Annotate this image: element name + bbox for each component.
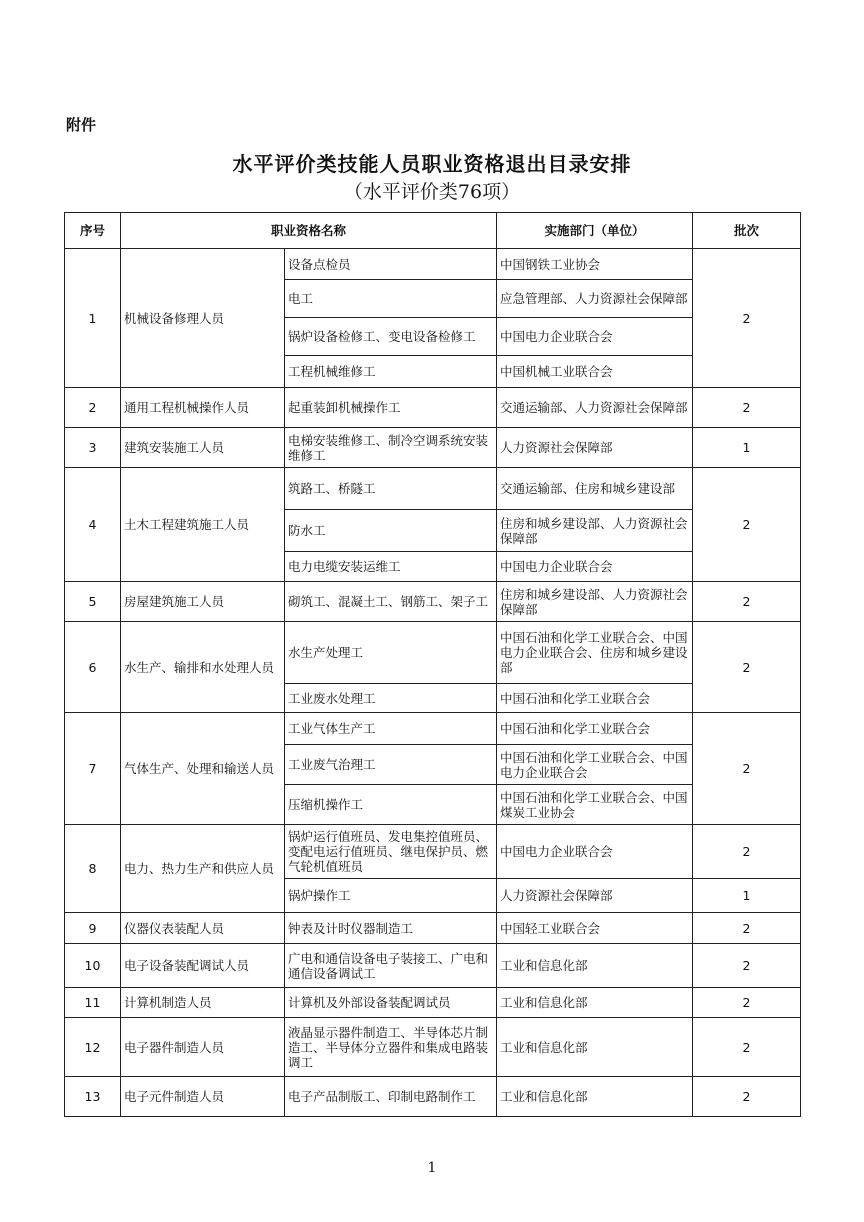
occupation-category: 电子设备装配调试人员: [121, 944, 285, 988]
implementing-department: 中国电力企业联合会: [497, 318, 693, 356]
qualification-name: 压缩机操作工: [285, 785, 497, 825]
occupation-category: 电子元件制造人员: [121, 1077, 285, 1117]
implementing-department: 中国石油和化学工业联合会: [497, 684, 693, 713]
implementing-department: 中国钢铁工业协会: [497, 249, 693, 280]
page-title: 水平评价类技能人员职业资格退出目录安排: [232, 152, 632, 176]
row-number: 8: [65, 825, 121, 913]
table-row: [65, 825, 801, 879]
implementing-department: 交通运输部、住房和城乡建设部: [497, 468, 693, 510]
qualification-name: 水生产处理工: [285, 622, 497, 684]
implementing-department: 工业和信息化部: [497, 944, 693, 988]
occupation-category: 机械设备修理人员: [121, 249, 285, 388]
occupation-category: 通用工程机械操作人员: [121, 388, 285, 428]
qualification-name: 筑路工、桥隧工: [285, 468, 497, 510]
qualification-name: 电力电缆安装运维工: [285, 552, 497, 582]
implementing-department: 中国石油和化学工业联合会、中国煤炭工业协会: [497, 785, 693, 825]
row-number: 2: [65, 388, 121, 428]
table-header-row: [65, 213, 801, 249]
qualification-name: 起重装卸机械操作工: [285, 388, 497, 428]
implementing-department: 人力资源社会保障部: [497, 428, 693, 468]
occupation-category: 电子器件制造人员: [121, 1018, 285, 1077]
batch-number: 1: [693, 428, 801, 468]
implementing-department: 中国电力企业联合会: [497, 552, 693, 582]
implementing-department: 人力资源社会保障部: [497, 879, 693, 913]
implementing-department: 中国机械工业联合会: [497, 356, 693, 388]
row-number: 10: [65, 944, 121, 988]
row-number: 13: [65, 1077, 121, 1117]
qualification-table: [64, 212, 801, 1117]
qualification-name: 钟表及计时仪器制造工: [285, 913, 497, 944]
batch-number: 2: [693, 388, 801, 428]
header-batch: 批次: [693, 213, 801, 249]
table-row: [65, 582, 801, 622]
implementing-department: 应急管理部、人力资源社会保障部: [497, 280, 693, 318]
batch-number: 2: [693, 944, 801, 988]
row-number: 12: [65, 1018, 121, 1077]
batch-number: 1: [693, 879, 801, 913]
implementing-department: 中国石油和化学工业联合会: [497, 713, 693, 745]
occupation-category: 房屋建筑施工人员: [121, 582, 285, 622]
implementing-department: 交通运输部、人力资源社会保障部: [497, 388, 693, 428]
qualification-name: 电梯安装维修工、制冷空调系统安装维修工: [285, 428, 497, 468]
table-row: [65, 988, 801, 1018]
qualification-name: 电工: [285, 280, 497, 318]
table-row: [65, 622, 801, 684]
table-row: [65, 1018, 801, 1077]
occupation-category: 气体生产、处理和输送人员: [121, 713, 285, 825]
qualification-name: 锅炉设备检修工、变电设备检修工: [285, 318, 497, 356]
implementing-department: 中国轻工业联合会: [497, 913, 693, 944]
implementing-department: 住房和城乡建设部、人力资源社会保障部: [497, 510, 693, 552]
row-number: 3: [65, 428, 121, 468]
table-body: [65, 249, 801, 1117]
occupation-category: 电力、热力生产和供应人员: [121, 825, 285, 913]
batch-number: 2: [693, 713, 801, 825]
qualification-name: 砌筑工、混凝土工、钢筋工、架子工: [285, 582, 497, 622]
table-row: [65, 944, 801, 988]
batch-number: 2: [693, 988, 801, 1018]
row-number: 6: [65, 622, 121, 713]
batch-number: 2: [693, 622, 801, 713]
row-number: 1: [65, 249, 121, 388]
row-number: 7: [65, 713, 121, 825]
qualification-name: 工业废水处理工: [285, 684, 497, 713]
implementing-department: 中国电力企业联合会: [497, 825, 693, 879]
batch-number: 2: [693, 249, 801, 388]
table-row: [65, 249, 801, 280]
implementing-department: 工业和信息化部: [497, 988, 693, 1018]
row-number: 9: [65, 913, 121, 944]
qualification-name: 计算机及外部设备装配调试员: [285, 988, 497, 1018]
occupation-category: 计算机制造人员: [121, 988, 285, 1018]
row-number: 5: [65, 582, 121, 622]
table-row: [65, 388, 801, 428]
header-no: 序号: [65, 213, 121, 249]
table-row: [65, 713, 801, 745]
attachment-label: 附件: [66, 116, 97, 134]
qualification-name: 工业气体生产工: [285, 713, 497, 745]
qualification-name: 广电和通信设备电子装接工、广电和通信设备调试工: [285, 944, 497, 988]
implementing-department: 工业和信息化部: [497, 1018, 693, 1077]
qualification-name: 防水工: [285, 510, 497, 552]
row-number: 4: [65, 468, 121, 582]
batch-number: 2: [693, 825, 801, 879]
implementing-department: 工业和信息化部: [497, 1077, 693, 1117]
qualification-name: 锅炉操作工: [285, 879, 497, 913]
table-row: [65, 913, 801, 944]
batch-number: 2: [693, 468, 801, 582]
row-number: 11: [65, 988, 121, 1018]
implementing-department: 中国石油和化学工业联合会、中国电力企业联合会、住房和城乡建设部: [497, 622, 693, 684]
qualification-name: 液晶显示器件制造工、半导体芯片制造工、半导体分立器件和集成电路装调工: [285, 1018, 497, 1077]
table-row: [65, 1077, 801, 1117]
qualification-name: 设备点检员: [285, 249, 497, 280]
batch-number: 2: [693, 1077, 801, 1117]
occupation-category: 建筑安装施工人员: [121, 428, 285, 468]
implementing-department: 中国石油和化学工业联合会、中国电力企业联合会: [497, 745, 693, 785]
occupation-category: 土木工程建筑施工人员: [121, 468, 285, 582]
batch-number: 2: [693, 1018, 801, 1077]
qualification-name: 工程机械维修工: [285, 356, 497, 388]
occupation-category: 仪器仪表装配人员: [121, 913, 285, 944]
table-row: [65, 468, 801, 510]
qualification-name: 电子产品制版工、印制电路制作工: [285, 1077, 497, 1117]
batch-number: 2: [693, 913, 801, 944]
header-name: 职业资格名称: [121, 213, 497, 249]
header-dept: 实施部门（单位）: [497, 213, 693, 249]
page-subtitle: （水平评价类76项）: [343, 181, 521, 203]
qualification-name: 工业废气治理工: [285, 745, 497, 785]
page-number: 1: [427, 1160, 437, 1176]
qualification-name: 锅炉运行值班员、发电集控值班员、变配电运行值班员、继电保护员、燃气轮机值班员: [285, 825, 497, 879]
batch-number: 2: [693, 582, 801, 622]
occupation-category: 水生产、输排和水处理人员: [121, 622, 285, 713]
implementing-department: 住房和城乡建设部、人力资源社会保障部: [497, 582, 693, 622]
table-row: [65, 428, 801, 468]
